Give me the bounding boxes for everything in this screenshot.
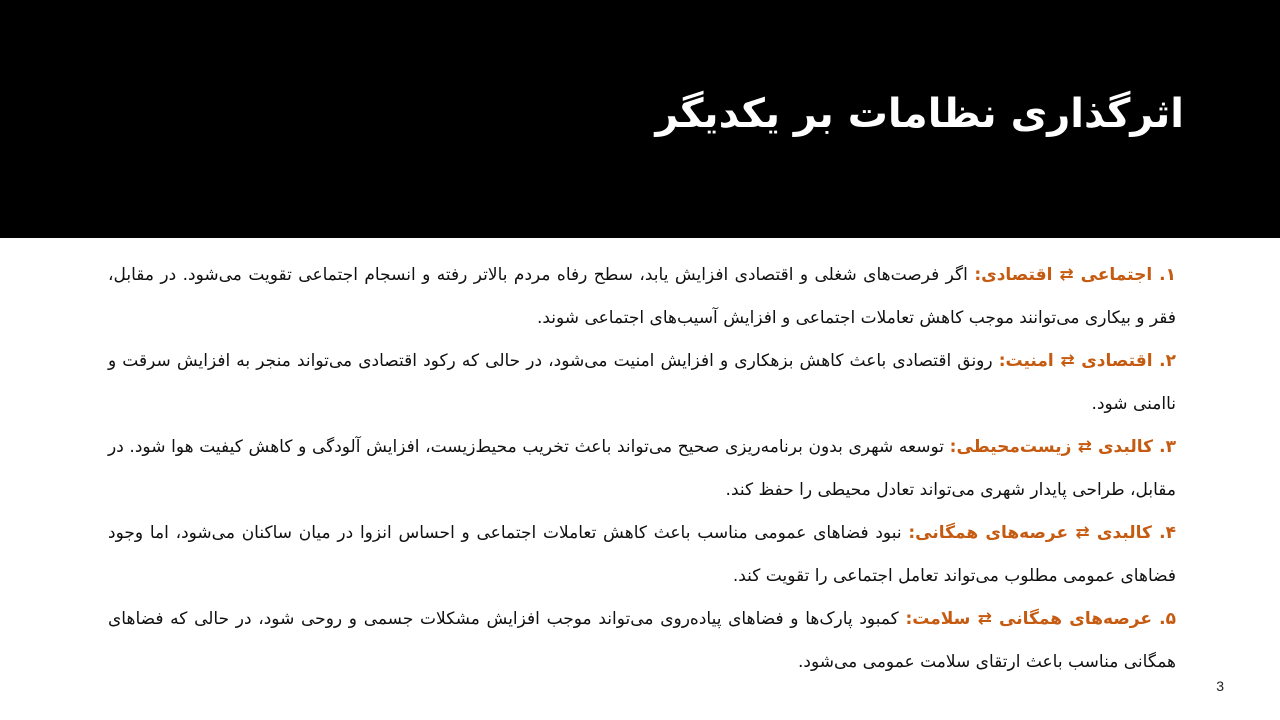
slide-title: اثرگذاری نظامات بر یکدیگر (655, 91, 1184, 137)
item-heading: ۳. کالبدی ⇄ زیست‌محیطی: (949, 437, 1176, 457)
item-heading: ۴. کالبدی ⇄ عرصه‌های همگانی: (908, 523, 1176, 543)
item-heading: ۱. اجتماعی ⇄ اقتصادی: (974, 265, 1176, 285)
item-text: توسعه شهری بدون برنامه‌ریزی صحیح می‌تواند باعث تخریب محیط‌زیست، افزایش آلودگی و کاهش کیفیت هوا شود. در مقابل، طراحی پایدار شهری می‌تواند تعادل محیطی را حفظ کند. (108, 437, 1176, 500)
title-banner (0, 0, 1280, 238)
list-item (108, 426, 1176, 512)
item-text: اگر فرصت‌های شغلی و اقتصادی افزایش یابد، سطح رفاه مردم بالاتر رفته و انسجام اجتماعی تقویت می‌شود. در مقابل، فقر و بیکاری می‌توانند موجب کاهش تعاملات اجتماعی و افزایش آسیب‌های اجتماعی شوند. (108, 265, 1176, 328)
list-item (108, 254, 1176, 340)
item-text: نبود فضاهای عمومی مناسب باعث کاهش تعاملات اجتماعی و احساس انزوا در میان ساکنان می‌شود، اما وجود فضاهای عمومی مطلوب می‌تواند تعامل اجتماعی را تقویت کند. (108, 523, 1176, 586)
list-item (108, 512, 1176, 598)
slide-content (108, 254, 1176, 684)
list-item (108, 340, 1176, 426)
item-text: کمبود پارک‌ها و فضاهای پیاده‌روی می‌تواند موجب افزایش مشکلات جسمی و روحی شود، در حالی که فضاهای همگانی مناسب باعث ارتقای سلامت عمومی می‌شود. (108, 609, 1176, 672)
item-heading: ۲. اقتصادی ⇄ امنیت: (998, 351, 1177, 371)
item-heading: ۵. عرصه‌های همگانی ⇄ سلامت: (905, 609, 1176, 629)
list-item (108, 598, 1176, 684)
item-text: رونق اقتصادی باعث کاهش بزهکاری و افزایش امنیت می‌شود، در حالی که رکود اقتصادی می‌تواند منجر به افزایش سرقت و ناامنی شود. (108, 351, 1176, 414)
page-number: 3 (1216, 678, 1224, 694)
